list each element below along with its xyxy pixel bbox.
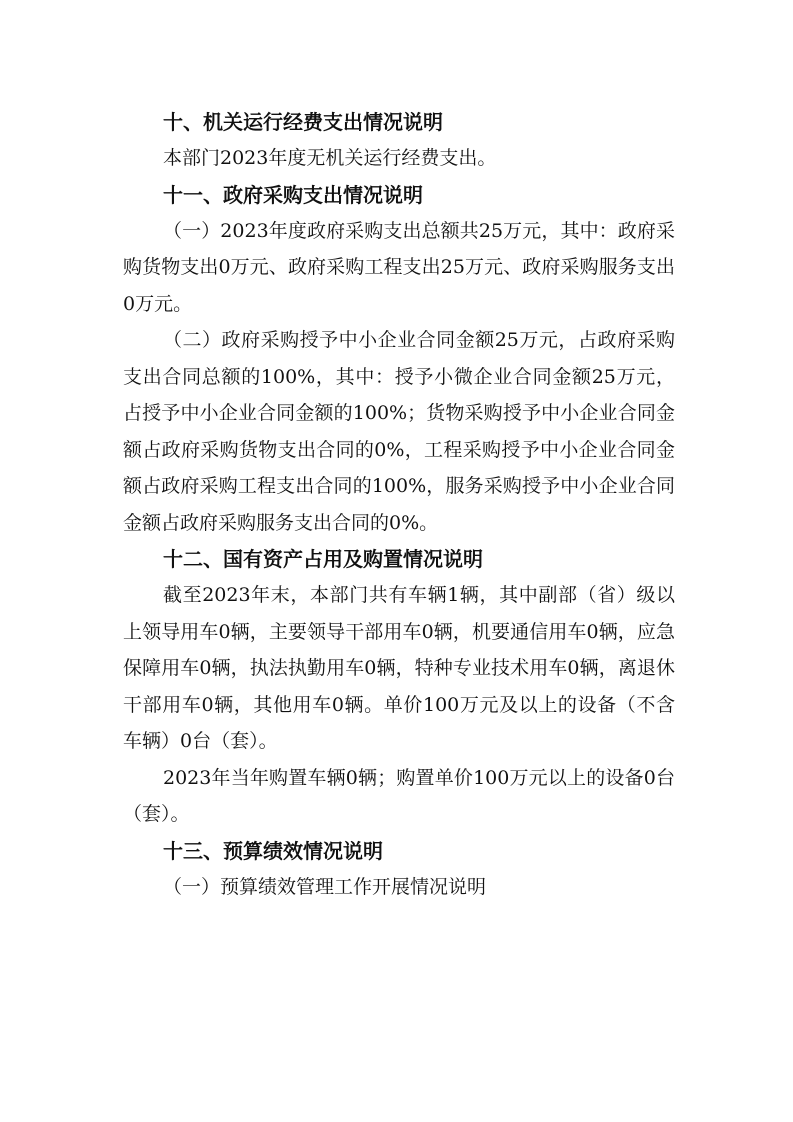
section-heading: 十一、政府采购支出情况说明 [163,182,423,207]
section-heading: 十二、国有资产占用及购置情况说明 [163,547,483,571]
body-paragraph: 本部门2023年度无机关运行经费支出。 [163,147,497,169]
sub-heading: （一）预算绩效管理工作开展情况说明 [163,875,487,898]
section-heading: 十三、预算绩效情况说明 [163,838,383,863]
body-paragraph: 2023年当年购置车辆0辆；购置单价100万元以上的设备0台（套）。 [123,766,675,825]
body-paragraph: （二）政府采购授予中小企业合同金额25万元，占政府采购支出合同总额的100%，其中：授予小微企业合同金额25万元，占授予中小企业合同金额的100%；货物采购授予中小企业合同金额占政府采购货物支出合同的0%，工程采购授予中小企业合同金额占政府采购工程支出合同的100%，服务采购授予中小企业合同金额占政府采购服务支出合同的0%。 [123,329,675,534]
document-body [123,104,675,905]
body-paragraph: 截至2023年末，本部门共有车辆1辆，其中副部（省）级以上领导用车0辆，主要领导干部用车0辆，机要通信用车0辆，应急保障用车0辆，执法执勤用车0辆，特种专业技术用车0辆，离退休干部用车0辆，其他用车0辆。单价100万元及以上的设备（不含车辆）0台（套）。 [123,584,675,752]
section-heading: 十、机关运行经费支出情况说明 [163,110,443,134]
body-paragraph: （一）2023年度政府采购支出总额共25万元，其中：政府采购货物支出0万元、政府采购工程支出25万元、政府采购服务支出0万元。 [123,219,675,315]
